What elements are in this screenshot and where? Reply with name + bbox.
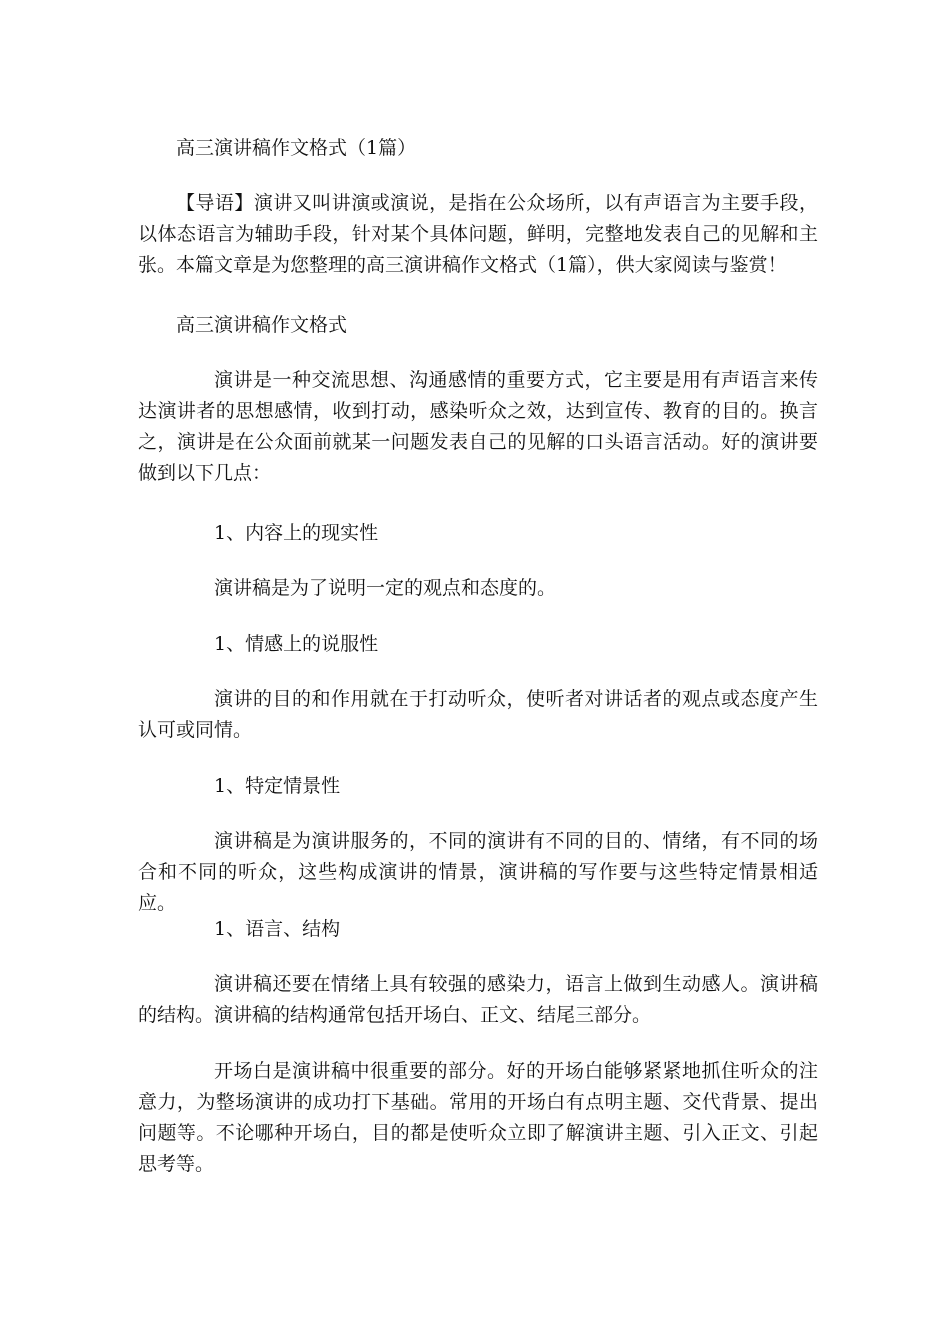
body-paragraph: 演讲稿还要在情绪上具有较强的感染力，语言上做到生动感人。演讲稿的结构。演讲稿的结构通常包括开场白、正文、结尾三部分。 xyxy=(138,973,818,1026)
body-paragraph: 演讲稿是为了说明一定的观点和态度的。 xyxy=(214,577,557,599)
point-heading: 1、特定情景性 xyxy=(214,775,341,797)
body-paragraph: 演讲是一种交流思想、沟通感情的重要方式，它主要是用有声语言来传达演讲者的思想感情，收到打动，感染听众之效，达到宣传、教育的目的。换言之，演讲是在公众面前就某一问题发表自己的见解的口头语言活动。好的演讲要做到以下几点： xyxy=(138,369,818,484)
body-paragraph: 演讲稿是为演讲服务的，不同的演讲有不同的目的、情绪，有不同的场合和不同的听众，这些构成演讲的情景，演讲稿的写作要与这些特定情景相适应。 xyxy=(138,830,818,914)
intro-paragraph: 【导语】演讲又叫讲演或演说，是指在公众场所，以有声语言为主要手段，以体态语言为辅助手段，针对某个具体问题，鲜明，完整地发表自己的见解和主张。本篇文章是为您整理的高三演讲稿作文格式（1篇），供大家阅读与鉴赏！ xyxy=(138,192,818,276)
section-title: 高三演讲稿作文格式 xyxy=(176,314,348,336)
body-paragraph: 演讲的目的和作用就在于打动听众，使听者对讲话者的观点或态度产生认可或同情。 xyxy=(138,688,818,741)
body-paragraph: 开场白是演讲稿中很重要的部分。好的开场白能够紧紧地抓住听众的注意力，为整场演讲的成功打下基础。常用的开场白有点明主题、交代背景、提出问题等。不论哪种开场白，目的都是使听众立即了解演讲主题、引入正文、引起思考等。 xyxy=(138,1060,818,1175)
document-title: 高三演讲稿作文格式（1篇） xyxy=(176,137,417,159)
point-heading: 1、情感上的说服性 xyxy=(214,633,379,655)
point-heading: 1、内容上的现实性 xyxy=(214,522,379,544)
point-heading: 1、语言、结构 xyxy=(214,918,341,940)
